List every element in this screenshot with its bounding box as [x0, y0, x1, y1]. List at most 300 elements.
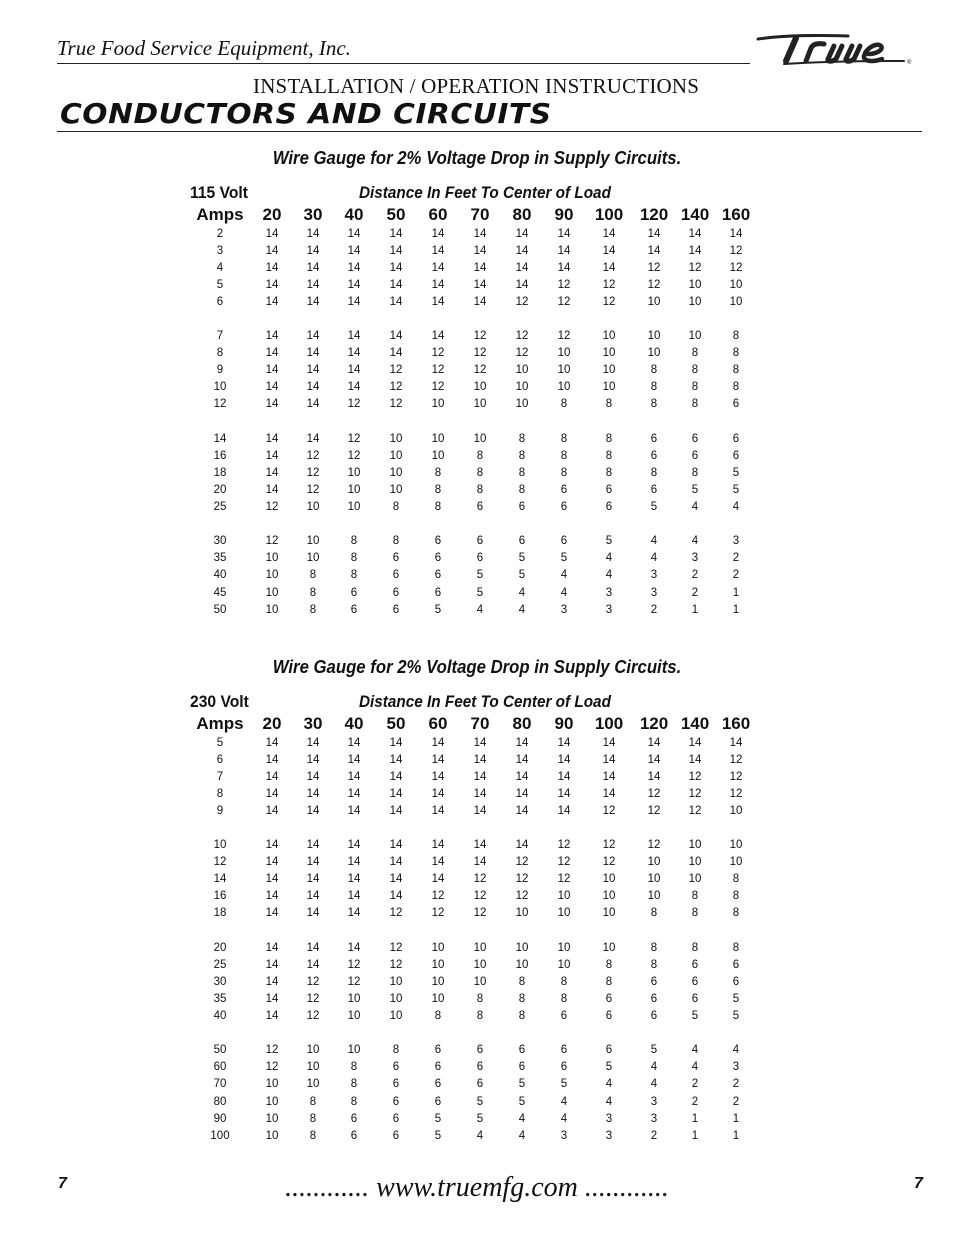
gauge-cell: 14 — [431, 736, 445, 749]
gauge-cell: 8 — [732, 941, 740, 954]
gauge-cell: 8 — [691, 890, 699, 903]
header-row — [189, 713, 757, 734]
gauge-cell: 8 — [605, 432, 613, 445]
gauge-cell: 8 — [350, 535, 358, 548]
gauge-cell: 12 — [473, 330, 487, 343]
table-row — [189, 1042, 757, 1059]
gauge-cell: 14 — [265, 890, 279, 903]
gauge-cell: 8 — [605, 958, 613, 971]
gauge-cell: 5 — [560, 552, 568, 565]
document-subtitle: INSTALLATION / OPERATION INSTRUCTIONS — [253, 74, 700, 98]
gauge-cell: 12 — [647, 787, 661, 800]
gauge-cell: 1 — [691, 1112, 699, 1125]
gauge-cell: 14 — [431, 856, 445, 869]
gauge-cell: 14 — [389, 873, 403, 886]
gauge-cell: 14 — [389, 330, 403, 343]
gauge-cell: 6 — [392, 1061, 400, 1074]
gauge-cell: 10 — [431, 941, 445, 954]
gauge-cell: 8 — [560, 449, 568, 462]
gauge-cell: 12 — [473, 364, 487, 377]
table-row — [189, 905, 757, 922]
gauge-cell: 14 — [647, 753, 661, 766]
gauge-cell: 4 — [476, 603, 484, 616]
table-row — [189, 259, 757, 276]
gauge-cell: 10 — [729, 278, 743, 291]
table-row — [189, 362, 757, 379]
gauge-cell: 5 — [732, 466, 740, 479]
gauge-cell: 6 — [392, 603, 400, 616]
gauge-cell: 12 — [347, 449, 361, 462]
gauge-cell: 12 — [647, 839, 661, 852]
gauge-cell: 10 — [389, 483, 403, 496]
gauge-cell: 10 — [557, 890, 571, 903]
gauge-cell: 14 — [647, 770, 661, 783]
table-230-distance-label: Distance In Feet To Center of Load — [359, 692, 611, 711]
gauge-cell: 5 — [476, 569, 484, 582]
gauge-cell: 8 — [691, 347, 699, 360]
gauge-cell: 2 — [732, 1078, 740, 1091]
gauge-cell: 3 — [560, 603, 568, 616]
distance-column-header: 70 — [470, 205, 490, 224]
amps-cell: 40 — [213, 1010, 227, 1023]
gauge-cell: 8 — [518, 975, 526, 988]
gauge-cell: 14 — [265, 432, 279, 445]
gauge-cell: 12 — [602, 839, 616, 852]
gauge-cell: 1 — [691, 1129, 699, 1142]
gauge-cell: 10 — [602, 941, 616, 954]
gauge-cell: 14 — [729, 736, 743, 749]
gauge-cell: 12 — [431, 364, 445, 377]
amps-cell: 10 — [213, 839, 227, 852]
gauge-cell: 8 — [732, 364, 740, 377]
gauge-cell: 14 — [431, 295, 445, 308]
gauge-cell: 12 — [688, 770, 702, 783]
gauge-cell: 14 — [515, 770, 529, 783]
gauge-cell: 10 — [265, 1095, 279, 1108]
table-row — [189, 293, 757, 310]
distance-column-header: 20 — [262, 714, 282, 733]
gauge-cell: 2 — [650, 603, 658, 616]
gauge-cell: 8 — [732, 330, 740, 343]
gauge-cell: 10 — [265, 603, 279, 616]
gauge-cell: 6 — [392, 586, 400, 599]
gauge-cell: 14 — [431, 261, 445, 274]
gauge-cell: 8 — [309, 1095, 317, 1108]
gauge-cell: 14 — [473, 770, 487, 783]
gauge-cell: 6 — [392, 1078, 400, 1091]
gauge-cell: 3 — [605, 586, 613, 599]
gauge-cell: 8 — [392, 1044, 400, 1057]
distance-column-header: 80 — [512, 714, 532, 733]
gauge-cell: 4 — [560, 1095, 568, 1108]
gauge-cell: 10 — [347, 483, 361, 496]
gauge-cell: 5 — [650, 1044, 658, 1057]
gauge-cell: 12 — [602, 856, 616, 869]
gauge-cell: 14 — [265, 483, 279, 496]
gauge-cell: 12 — [306, 992, 320, 1005]
gauge-cell: 14 — [306, 753, 320, 766]
gauge-cell: 5 — [434, 1129, 442, 1142]
gauge-cell: 14 — [473, 295, 487, 308]
table-230-voltage: 230 Volt — [190, 692, 249, 711]
gauge-cell: 14 — [729, 227, 743, 240]
table-115-voltage: 115 Volt — [190, 183, 248, 202]
gauge-cell: 10 — [265, 1129, 279, 1142]
gauge-cell: 14 — [647, 227, 661, 240]
gauge-cell: 8 — [691, 907, 699, 920]
gauge-cell: 8 — [518, 449, 526, 462]
gauge-cell: 12 — [729, 261, 743, 274]
header-divider — [57, 63, 750, 64]
gauge-cell: 6 — [691, 958, 699, 971]
gauge-cell: 14 — [347, 856, 361, 869]
gauge-cell: 14 — [389, 890, 403, 903]
distance-column-header: 90 — [554, 205, 574, 224]
table-row — [189, 1059, 757, 1076]
gauge-cell: 5 — [518, 552, 526, 565]
table-row — [189, 956, 757, 973]
distance-column-header: 90 — [554, 714, 574, 733]
gauge-cell: 6 — [476, 535, 484, 548]
gauge-cell: 8 — [605, 466, 613, 479]
table-row — [189, 990, 757, 1007]
gauge-cell: 14 — [473, 839, 487, 852]
gauge-cell: 10 — [557, 907, 571, 920]
gauge-cell: 8 — [691, 364, 699, 377]
gauge-cell: 8 — [434, 466, 442, 479]
gauge-cell: 2 — [650, 1129, 658, 1142]
gauge-cell: 8 — [309, 603, 317, 616]
gauge-cell: 12 — [431, 890, 445, 903]
table-row — [189, 802, 757, 819]
gauge-cell: 14 — [265, 941, 279, 954]
gauge-cell: 12 — [389, 381, 403, 394]
table-row — [189, 888, 757, 905]
gauge-cell: 3 — [650, 586, 658, 599]
gauge-cell: 10 — [431, 449, 445, 462]
gauge-cell: 12 — [347, 958, 361, 971]
gauge-cell: 12 — [389, 941, 403, 954]
page-number-right: 7 — [914, 1175, 923, 1192]
gauge-cell: 8 — [732, 907, 740, 920]
gauge-cell: 10 — [431, 398, 445, 411]
gauge-cell: 12 — [265, 535, 279, 548]
gauge-cell: 14 — [265, 364, 279, 377]
gauge-cell: 14 — [602, 770, 616, 783]
gauge-cell: 10 — [602, 330, 616, 343]
gauge-cell: 14 — [473, 278, 487, 291]
amps-cell: 5 — [216, 278, 224, 291]
gauge-cell: 3 — [650, 1112, 658, 1125]
gauge-cell: 14 — [473, 227, 487, 240]
gauge-cell: 14 — [431, 873, 445, 886]
gauge-cell: 14 — [306, 398, 320, 411]
distance-column-header: 50 — [386, 714, 406, 733]
gauge-cell: 8 — [560, 975, 568, 988]
gauge-cell: 14 — [265, 1010, 279, 1023]
gauge-cell: 10 — [306, 552, 320, 565]
gauge-cell: 8 — [434, 501, 442, 514]
gauge-cell: 14 — [557, 261, 571, 274]
gauge-cell: 14 — [557, 770, 571, 783]
gauge-cell: 12 — [688, 804, 702, 817]
table-row — [189, 751, 757, 768]
gauge-cell: 12 — [431, 347, 445, 360]
gauge-cell: 8 — [560, 432, 568, 445]
distance-column-header: 30 — [303, 205, 323, 224]
gauge-cell: 14 — [557, 804, 571, 817]
gauge-cell: 1 — [732, 1129, 740, 1142]
gauge-cell: 14 — [473, 261, 487, 274]
gauge-cell: 14 — [347, 381, 361, 394]
gauge-cell: 5 — [650, 501, 658, 514]
gauge-cell: 3 — [650, 569, 658, 582]
gauge-cell: 14 — [431, 278, 445, 291]
amps-cell: 3 — [216, 244, 224, 257]
gauge-cell: 6 — [434, 1061, 442, 1074]
gauge-cell: 8 — [605, 398, 613, 411]
gauge-cell: 2 — [732, 552, 740, 565]
gauge-cell: 14 — [306, 839, 320, 852]
gauge-cell: 10 — [431, 975, 445, 988]
gauge-cell: 14 — [602, 227, 616, 240]
gauge-cell: 8 — [309, 1112, 317, 1125]
gauge-cell: 10 — [688, 856, 702, 869]
gauge-cell: 14 — [347, 753, 361, 766]
gauge-cell: 6 — [476, 1078, 484, 1091]
gauge-cell: 14 — [265, 839, 279, 852]
gauge-cell: 6 — [518, 1044, 526, 1057]
gauge-cell: 6 — [434, 1044, 442, 1057]
gauge-cell: 14 — [515, 261, 529, 274]
page-number-left: 7 — [58, 1175, 67, 1192]
table-row — [189, 601, 757, 618]
gauge-cell: 12 — [306, 975, 320, 988]
gauge-cell: 14 — [602, 244, 616, 257]
amps-column-header: Amps — [196, 714, 244, 733]
gauge-cell: 6 — [732, 958, 740, 971]
gauge-cell: 6 — [560, 501, 568, 514]
gauge-cell: 10 — [265, 569, 279, 582]
table-row — [189, 1076, 757, 1093]
gauge-cell: 12 — [515, 856, 529, 869]
table-row — [189, 768, 757, 785]
table-row — [189, 225, 757, 242]
distance-column-header: 160 — [721, 714, 751, 733]
gauge-cell: 4 — [518, 1129, 526, 1142]
gauge-cell: 6 — [434, 1095, 442, 1108]
gauge-cell: 14 — [347, 330, 361, 343]
gauge-cell: 12 — [515, 295, 529, 308]
gauge-cell: 10 — [602, 381, 616, 394]
gauge-cell: 12 — [306, 466, 320, 479]
gauge-cell: 5 — [518, 1078, 526, 1091]
gauge-cell: 10 — [688, 295, 702, 308]
gauge-cell: 14 — [473, 244, 487, 257]
gauge-cell: 10 — [347, 992, 361, 1005]
amps-cell: 50 — [213, 1044, 227, 1057]
table-230-title: Wire Gauge for 2% Voltage Drop in Supply Circuits. — [272, 657, 682, 677]
gauge-cell: 14 — [265, 804, 279, 817]
gauge-cell: 14 — [389, 839, 403, 852]
gauge-cell: 6 — [732, 398, 740, 411]
amps-cell: 25 — [213, 958, 227, 971]
distance-column-header: 100 — [594, 205, 624, 224]
gauge-cell: 6 — [691, 449, 699, 462]
gauge-cell: 14 — [557, 227, 571, 240]
gauge-cell: 10 — [647, 295, 661, 308]
gauge-cell: 12 — [515, 347, 529, 360]
group-spacer — [189, 1025, 757, 1042]
gauge-cell: 14 — [515, 278, 529, 291]
gauge-cell: 14 — [473, 736, 487, 749]
gauge-cell: 5 — [518, 1095, 526, 1108]
gauge-cell: 10 — [473, 975, 487, 988]
amps-cell: 18 — [213, 466, 227, 479]
gauge-cell: 12 — [557, 330, 571, 343]
amps-cell: 25 — [213, 501, 227, 514]
distance-column-header: 50 — [386, 205, 406, 224]
gauge-cell: 12 — [389, 958, 403, 971]
gauge-cell: 14 — [557, 787, 571, 800]
gauge-cell: 6 — [434, 535, 442, 548]
gauge-cell: 8 — [309, 586, 317, 599]
gauge-cell: 2 — [691, 586, 699, 599]
gauge-cell: 10 — [431, 958, 445, 971]
gauge-cell: 12 — [473, 347, 487, 360]
gauge-cell: 3 — [605, 1112, 613, 1125]
gauge-cell: 8 — [732, 873, 740, 886]
gauge-cell: 8 — [650, 907, 658, 920]
gauge-cell: 14 — [347, 770, 361, 783]
gauge-cell: 3 — [732, 1061, 740, 1074]
gauge-cell: 14 — [602, 753, 616, 766]
gauge-cell: 12 — [473, 873, 487, 886]
gauge-cell: 14 — [515, 787, 529, 800]
gauge-cell: 12 — [306, 449, 320, 462]
gauge-cell: 6 — [560, 1061, 568, 1074]
table-row — [189, 567, 757, 584]
title-divider — [57, 131, 922, 132]
gauge-cell: 12 — [602, 295, 616, 308]
gauge-cell: 10 — [389, 992, 403, 1005]
wire-gauge-table-230v — [189, 713, 757, 1144]
gauge-cell: 14 — [347, 295, 361, 308]
gauge-cell: 12 — [473, 907, 487, 920]
gauge-cell: 12 — [347, 432, 361, 445]
gauge-cell: 14 — [265, 261, 279, 274]
gauge-cell: 8 — [691, 466, 699, 479]
gauge-cell: 4 — [518, 1112, 526, 1125]
gauge-cell: 8 — [350, 569, 358, 582]
gauge-cell: 4 — [691, 501, 699, 514]
gauge-cell: 10 — [557, 347, 571, 360]
amps-cell: 6 — [216, 753, 224, 766]
amps-cell: 10 — [213, 381, 227, 394]
gauge-cell: 8 — [392, 501, 400, 514]
table-row — [189, 837, 757, 854]
gauge-cell: 2 — [691, 1078, 699, 1091]
gauge-cell: 14 — [389, 787, 403, 800]
gauge-cell: 10 — [515, 364, 529, 377]
gauge-cell: 14 — [688, 244, 702, 257]
gauge-cell: 6 — [650, 992, 658, 1005]
gauge-cell: 6 — [350, 603, 358, 616]
gauge-cell: 14 — [515, 753, 529, 766]
amps-cell: 20 — [213, 483, 227, 496]
gauge-cell: 6 — [605, 501, 613, 514]
section-title: CONDUCTORS AND CIRCUITS — [60, 97, 552, 130]
amps-cell: 16 — [213, 449, 227, 462]
gauge-cell: 10 — [265, 552, 279, 565]
gauge-cell: 10 — [473, 432, 487, 445]
group-spacer — [189, 516, 757, 533]
gauge-cell: 4 — [518, 603, 526, 616]
gauge-cell: 14 — [265, 873, 279, 886]
gauge-cell: 14 — [647, 244, 661, 257]
gauge-cell: 14 — [306, 347, 320, 360]
gauge-cell: 14 — [557, 736, 571, 749]
gauge-cell: 14 — [306, 770, 320, 783]
gauge-cell: 12 — [515, 890, 529, 903]
gauge-cell: 12 — [729, 244, 743, 257]
gauge-cell: 14 — [265, 787, 279, 800]
gauge-cell: 4 — [691, 535, 699, 548]
table-row — [189, 328, 757, 345]
gauge-cell: 6 — [476, 501, 484, 514]
table-row — [189, 533, 757, 550]
gauge-cell: 5 — [732, 1010, 740, 1023]
amps-cell: 45 — [213, 586, 227, 599]
gauge-cell: 10 — [515, 398, 529, 411]
gauge-cell: 4 — [650, 1078, 658, 1091]
distance-column-header: 70 — [470, 714, 490, 733]
amps-cell: 14 — [213, 432, 227, 445]
gauge-cell: 5 — [732, 483, 740, 496]
gauge-cell: 4 — [605, 569, 613, 582]
gauge-cell: 4 — [605, 1095, 613, 1108]
gauge-cell: 14 — [473, 753, 487, 766]
gauge-cell: 6 — [392, 1129, 400, 1142]
gauge-cell: 6 — [392, 1095, 400, 1108]
gauge-cell: 6 — [350, 1129, 358, 1142]
gauge-cell: 10 — [729, 839, 743, 852]
gauge-cell: 10 — [688, 278, 702, 291]
amps-cell: 7 — [216, 330, 224, 343]
company-name: True Food Service Equipment, Inc. — [57, 36, 351, 60]
gauge-cell: 6 — [434, 552, 442, 565]
gauge-cell: 6 — [434, 1078, 442, 1091]
gauge-cell: 4 — [650, 1061, 658, 1074]
gauge-cell: 14 — [265, 770, 279, 783]
gauge-cell: 14 — [265, 907, 279, 920]
gauge-cell: 14 — [389, 227, 403, 240]
gauge-cell: 4 — [650, 552, 658, 565]
gauge-cell: 12 — [647, 278, 661, 291]
gauge-cell: 8 — [518, 992, 526, 1005]
gauge-cell: 6 — [650, 483, 658, 496]
gauge-cell: 12 — [515, 330, 529, 343]
gauge-cell: 6 — [560, 1010, 568, 1023]
gauge-cell: 5 — [691, 1010, 699, 1023]
gauge-cell: 12 — [389, 907, 403, 920]
amps-cell: 90 — [213, 1112, 227, 1125]
gauge-cell: 8 — [691, 941, 699, 954]
gauge-cell: 14 — [347, 364, 361, 377]
gauge-cell: 14 — [389, 278, 403, 291]
gauge-cell: 12 — [431, 381, 445, 394]
gauge-cell: 14 — [473, 804, 487, 817]
